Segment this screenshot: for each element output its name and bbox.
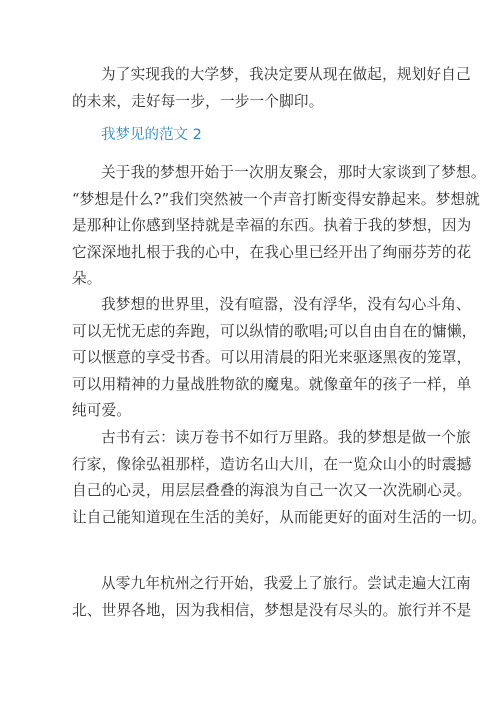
text-line: 纯可爱。 — [72, 402, 132, 419]
text-line: 朵。 — [72, 270, 102, 287]
paragraph-dream-world — [72, 292, 477, 425]
text-line: 是那种让你感到坚持就是幸福的东西。执着于我的梦想，因为 — [72, 217, 472, 234]
paragraph-traveler-dream — [72, 425, 487, 531]
section-heading: 我梦见的范文 2 — [101, 127, 202, 143]
text-line: 从零九年杭州之行开始，我爱上了旅行。尝试走遍大江南 — [101, 575, 471, 592]
text-line: “梦想是什么?”我们突然被一个声音打断变得安静起来。梦想就 — [72, 190, 480, 208]
text-line: 古书有云：读万卷书不如行万里路。我的梦想是做一个旅 — [101, 429, 471, 446]
text-line: 的未来，走好每一步，一步一个脚印。 — [72, 92, 324, 110]
text-line: 可以无忧无虑的奔跑，可以纵情的歌唱;可以自由自在的慵懒， — [72, 322, 477, 340]
text-line: 北、世界各地，因为我相信，梦想是没有尽头的。旅行并不是 — [72, 601, 472, 619]
text-line: 我梦想的世界里，没有喧嚣，没有浮华，没有勾心斗角、 — [101, 296, 471, 313]
text-line: 关于我的梦想开始于一次朋友聚会，那时大家谈到了梦想。 — [101, 164, 486, 181]
text-line: 让自己能知道现在生活的美好，从而能更好的面对生活的一切。 — [72, 508, 487, 526]
intro-paragraph — [72, 62, 471, 115]
text-line: 为了实现我的大学梦，我决定要从现在做起，规划好自己 — [101, 66, 471, 83]
text-line: 它深深地扎根于我的心中，在我心里已经开出了绚丽芬芳的花 — [72, 243, 472, 261]
text-line: 可以惬意的享受书香。可以用清晨的阳光来驱逐黑夜的笼罩， — [72, 349, 472, 366]
paragraph-travel-start — [72, 571, 472, 624]
text-line: 可以用精神的力量战胜物欲的魔鬼。就像童年的孩子一样，单 — [72, 375, 472, 393]
text-line: 行家，像徐弘祖那样，造访名山大川，在一览众山小的时震撼 — [72, 455, 472, 473]
paragraph-dream-origin — [72, 160, 486, 293]
text-line: 自己的心灵，用层层叠叠的海浪为自己一次又一次洗刷心灵。 — [72, 482, 472, 499]
